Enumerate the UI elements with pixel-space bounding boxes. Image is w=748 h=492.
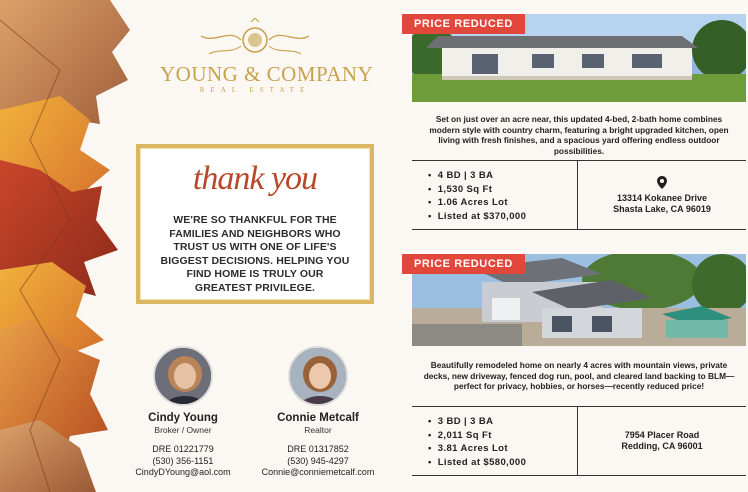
feature-lot: • 1.06 Acres Lot [428, 196, 577, 210]
agent-name: Connie Metcalf [277, 412, 359, 424]
feature-price: • Listed at $370,000 [428, 210, 577, 224]
feature-lot: • 3.81 Acres Lot [428, 442, 577, 456]
feature-price: • Listed at $580,000 [428, 456, 577, 470]
agent-phone[interactable]: (530) 356-1151 [152, 455, 214, 466]
feature-list [412, 161, 578, 229]
address-street: 13314 Kokanee Drive [616, 192, 708, 203]
portrait-icon [155, 348, 213, 406]
thank-you-heading: thank you [192, 160, 318, 197]
listing-address [578, 407, 746, 475]
listing-card-1 [402, 14, 746, 240]
portrait-icon [290, 348, 348, 406]
location-pin-icon [657, 176, 667, 189]
listing-description: Beautifully remodeled home on nearly 4 acres with mountain views, private decks, new driveway, fenced dog run, pool, and cleared land backing to BLM—perfect for privacy, hobbies, or horses—recently reduced price! [423, 360, 735, 391]
address-street: 7954 Placer Road [624, 430, 700, 440]
price-reduced-badge: PRICE REDUCED [402, 254, 525, 274]
agent-name: Cindy Young [148, 412, 218, 424]
agent-dre: DRE 01221779 [152, 444, 214, 454]
avatar [153, 346, 213, 406]
feature-beds-baths: • 4 BD | 3 BA [428, 169, 577, 183]
listing-description: Set on just over an acre near, this updated 4-bed, 2-bath home combines modern style with country charm, featuring a bright upgraded kitchen, open living with fresh finishes, and a spacious yard offering endless outdoor possibilities. [429, 114, 729, 156]
listing-details [412, 406, 746, 476]
company-name: YOUNG & COMPANY [160, 62, 374, 86]
crest-icon [195, 18, 315, 62]
address-city: Shasta Lake, CA 96019 [613, 203, 711, 214]
company-tagline: REAL ESTATE [199, 86, 311, 94]
feature-sqft: • 1,530 Sq Ft [428, 183, 577, 197]
listing-address [578, 161, 746, 229]
listing-card-2 [402, 254, 746, 486]
agent-email[interactable]: Connie@conniemetcalf.com [261, 467, 375, 477]
thank-you-message: WE'RE SO THANKFUL FOR THE FAMILIES AND NEIGHBORS WHO TRUST US WITH ONE OF LIFE'S BIGGEST DECISIONS. HELPING YOU FIND HOME IS TRULY OUR GREATEST PRIVILEGE. [160, 214, 350, 294]
price-reduced-badge: PRICE REDUCED [402, 14, 525, 34]
feature-sqft: • 2,011 Sq Ft [428, 429, 577, 443]
address-city: Redding, CA 96001 [621, 441, 703, 451]
agent-title: Realtor [304, 425, 332, 435]
agent-phone[interactable]: (530) 945-4297 [287, 455, 349, 466]
listing-details [412, 160, 746, 230]
agent-dre: DRE 01317852 [287, 444, 349, 454]
feature-beds-baths: • 3 BD | 3 BA [428, 415, 577, 429]
avatar [288, 346, 348, 406]
thank-you-card [136, 144, 374, 304]
company-logo [160, 18, 374, 94]
agent-title: Broker / Owner [154, 425, 212, 435]
agent-card-connie [253, 346, 383, 479]
agent-email[interactable]: CindyDYoung@aol.com [135, 467, 231, 477]
feature-list [412, 407, 578, 475]
agent-card-cindy [118, 346, 248, 479]
